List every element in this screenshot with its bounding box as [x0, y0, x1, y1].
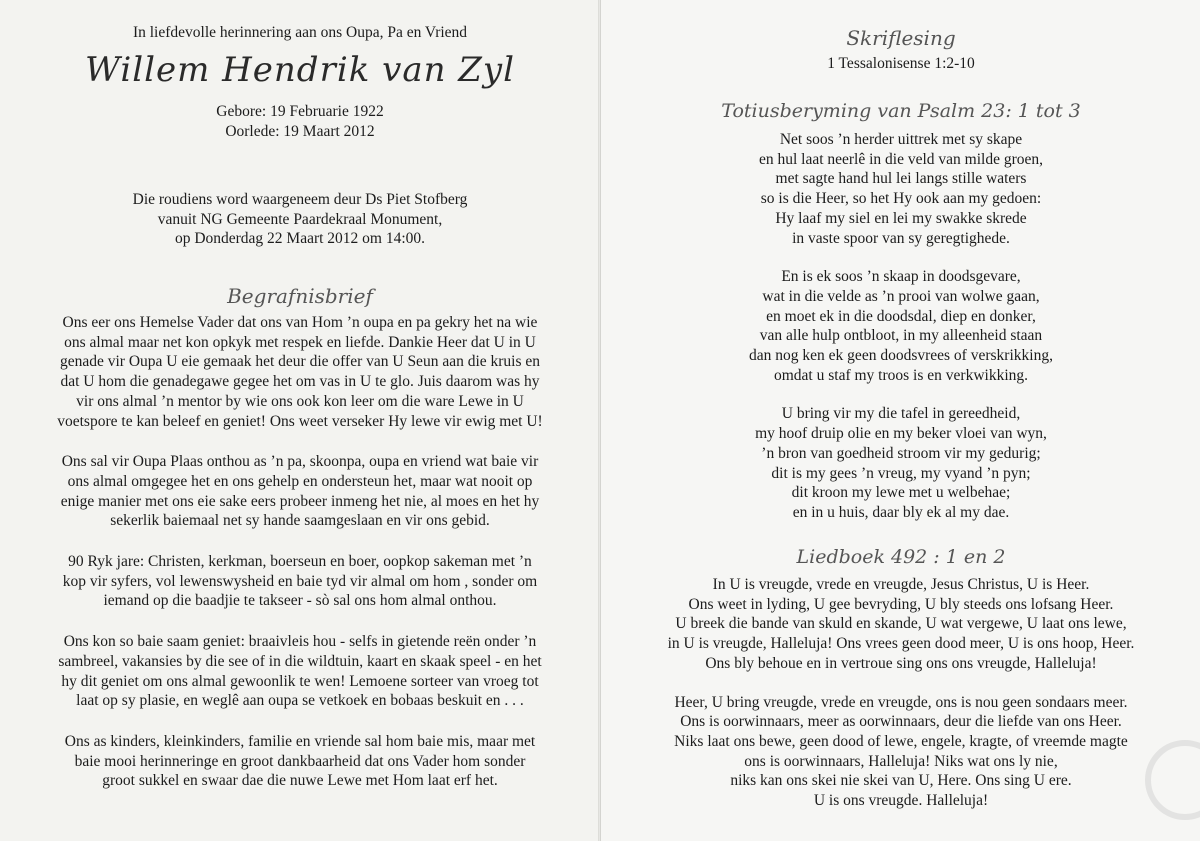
song-line: In U is vreugde, vrede en vreugde, Jesus Christus, U is Heer. [712, 576, 1090, 593]
service-line: vanuit NG Gemeente Paardekraal Monument, [157, 210, 443, 228]
birth-death-dates [0, 102, 600, 141]
letter-line: genade vir Oupa U eie gemaak het deur die offer van U Seun aan die kruis en [59, 353, 541, 371]
right-page [600, 0, 1200, 841]
letter-line: sekerlik baiemaal net sy hande saamgeslaan en vir ons gebid. [110, 512, 490, 530]
letter-line: kop vir syfers, vol lewenswysheid en baie tyd vir almal om hom , sonder om [62, 572, 538, 590]
letter-line: Ons as kinders, kleinkinders, familie en vriende sal hom baie mis, maar met [64, 732, 536, 750]
letter-paragraph [8, 632, 592, 711]
psalm-line: omdat u staf my troos is en verkwikking. [774, 366, 1028, 384]
letter-line: groot sukkel en swaar dae die nuwe Lewe met Hom laat erf het. [102, 772, 498, 790]
letter-paragraph [8, 452, 592, 531]
song-line: Ons bly behoue en in vertroue sing ons ons vreugde, Halleluja! [705, 654, 1097, 672]
psalm-line: van alle hulp ontbloot, in my alleenheid staan [759, 327, 1043, 345]
psalm-stanza [601, 404, 1200, 522]
birth-date: Gebore: 19 Februarie 1922 [216, 103, 384, 120]
letter-line: ons almal omgegee het en ons gehelp en ondersteun het, maar wat nooit op [67, 472, 533, 490]
funeral-letter [8, 313, 592, 812]
letter-line: enige manier met ons eie sake eers probeer inmeng het nie, al moes en het hy [60, 492, 540, 510]
letter-line: vir ons almal ’n mentor by wie ons ook kon leer om die ware Lewe in U [76, 392, 524, 410]
psalm-line: in vaste spoor van sy geregtighede. [792, 229, 1010, 247]
death-date: Oorlede: 19 Maart 2012 [225, 122, 375, 140]
psalm-line: En is ek soos ’n skaap in doodsgevare, [781, 268, 1021, 286]
reading-reference: 1 Tessalonisense 1:2-10 [827, 55, 975, 72]
song-title: Liedboek 492 : 1 en 2 [796, 546, 1006, 568]
letter-line: hy dit geniet om ons almal gewoonlik te wen! Lemoene sorteer van vroeg tot [61, 672, 539, 690]
psalm-stanza [601, 267, 1200, 385]
reading-title: Skriflesing [846, 26, 956, 50]
psalm-line: U bring vir my die tafel in gereedheid, [781, 405, 1021, 423]
psalm-line: en moet ek in die doodsdal, diep en donker, [766, 307, 1036, 325]
psalm-line: so is die Heer, so het Hy ook aan my gedoen: [760, 190, 1042, 208]
song-line: Niks laat ons bewe, geen dood of lewe, engele, kragte, of vreemde magte [674, 732, 1128, 750]
letter-line: dat U hom die genadegawe gegee het om vas in U te glo. Juis daarom was hy [60, 373, 540, 391]
psalm-line: Net soos ’n herder uittrek met sy skape [779, 131, 1023, 148]
song-line: Ons weet in lyding, U gee bevryding, U bly steeds ons lofsang Heer. [688, 595, 1114, 613]
psalm-line: ’n bron van goedheid stroom vir my gedurig; [761, 444, 1041, 462]
song-line: ons is oorwinnaars, Halleluja! Niks wat ons ly nie, [744, 752, 1058, 770]
song-stanza [601, 575, 1200, 674]
letter-line: sambreel, vakansies by die see of in die wildtuin, kaart en skaak speel - en het [58, 652, 542, 670]
letter-line: laat op sy plasie, en weglê aan oupa se vetkoek en bobaas beskuit en . . . [76, 692, 524, 710]
letter-line: voetspore te kan beleef en geniet! Ons weet verseker Hy lewe vir ewig met U! [57, 412, 543, 430]
psalm-stanza [601, 130, 1200, 248]
letter-paragraph [8, 552, 592, 611]
song-stanza [601, 693, 1200, 811]
psalm-line: wat in die velde as ’n prooi van wolwe gaan, [762, 287, 1040, 305]
song-text [601, 575, 1200, 830]
letter-line: ons almal maar net kon opkyk met respek en liefde. Dankie Heer dat U in U [64, 333, 536, 351]
service-line: Die roudiens word waargeneem deur Ds Piet Stofberg [132, 191, 468, 208]
psalm-line: en hul laat neerlê in die veld van milde groen, [758, 150, 1044, 168]
letter-line: iemand op die baadjie te takseer - sò sal ons hom almal onthou. [103, 592, 497, 610]
service-details [0, 190, 600, 249]
letter-line: Ons eer ons Hemelse Vader dat ons van Hom ’n oupa en pa gekry het na wie [62, 314, 538, 331]
letter-title: Begrafnisbrief [227, 284, 373, 308]
song-line: U breek die bande van skuld en skande, U wat vergewe, U laat ons lewe, [675, 615, 1127, 633]
service-line: op Donderdag 22 Maart 2012 om 14:00. [174, 230, 426, 248]
psalm-line: my hoof druip olie en my beker vloei van wyn, [755, 425, 1047, 443]
psalm-line: en in u huis, daar bly ek al my dae. [792, 503, 1010, 521]
song-line: in U is vreugde, Halleluja! Ons vrees geen dood meer, U is ons hoop, Heer. [667, 635, 1135, 653]
song-line: U is ons vreugde. Halleluja! [813, 792, 989, 810]
psalm-text [601, 130, 1200, 542]
song-line: Heer, U bring vreugde, vrede en vreugde, ons is nou geen sondaars meer. [674, 693, 1128, 711]
letter-line: Ons sal vir Oupa Plaas onthou as ’n pa, skoonpa, oupa en vriend wat baie vir [61, 453, 539, 471]
psalm-line: dit kroon my lewe met u welbehae; [791, 484, 1011, 502]
letter-line: Ons kon so baie saam geniet: braaivleis hou - selfs in gietende reën onder ’n [63, 633, 537, 651]
song-line: niks kan ons skei nie skei van U, Here. Ons sing U ere. [730, 772, 1072, 790]
psalm-line: dan nog ken ek geen doodsvrees of verskrikking, [749, 347, 1053, 365]
psalm-line: Hy laaf my siel en lei my swakke skrede [775, 209, 1027, 227]
deceased-name: Willem Hendrik van Zyl [85, 50, 515, 90]
song-line: Ons is oorwinnaars, meer as oorwinnaars, deur die liefde van ons Heer. [680, 713, 1122, 731]
intro-line: In liefdevolle herinnering aan ons Oupa, Pa en Vriend [132, 24, 468, 41]
letter-line: baie mooi herinneringe en groot dankbaarheid dat ons Vader hom sonder [74, 752, 526, 770]
letter-paragraph [8, 732, 592, 791]
psalm-title: Totiusberyming van Psalm 23: 1 tot 3 [721, 100, 1081, 122]
letter-paragraph [8, 313, 592, 431]
psalm-line: met sagte hand hul lei langs stille waters [775, 170, 1027, 188]
letter-line: 90 Ryk jare: Christen, kerkman, boerseun en boer, oopkop sakeman met ’n [68, 553, 532, 571]
psalm-line: dit is my gees ’n vreug, my vyand ’n pyn; [771, 464, 1031, 482]
